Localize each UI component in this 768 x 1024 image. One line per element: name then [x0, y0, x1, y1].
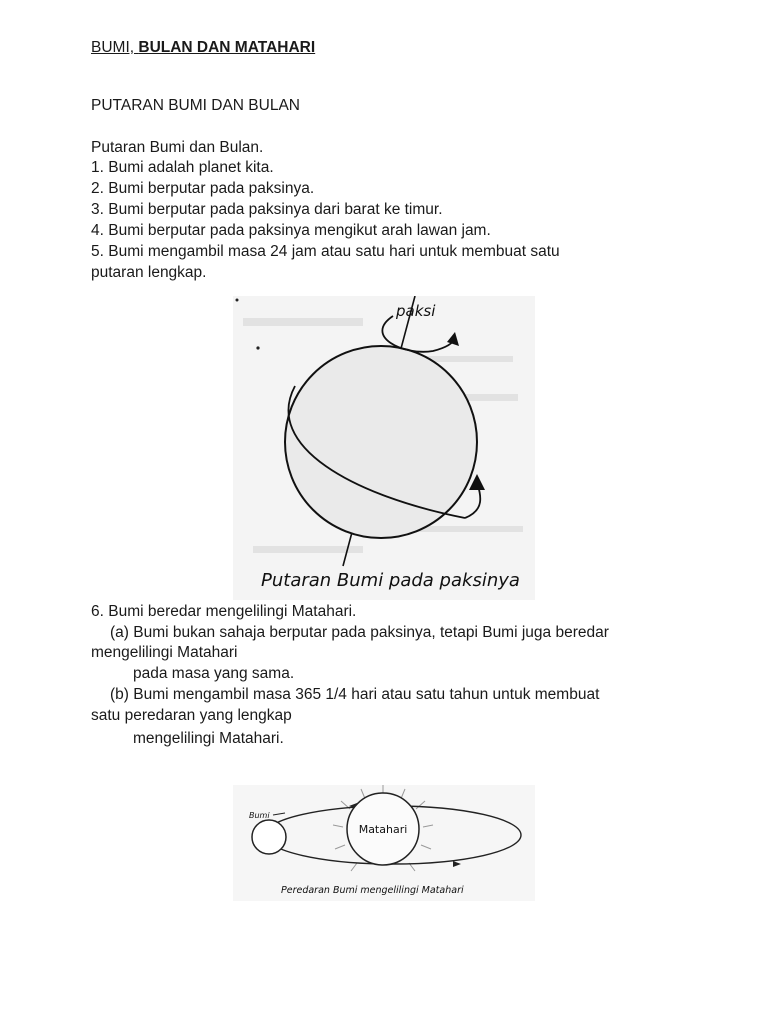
point-6a-line1: (a) Bumi bukan sahaja berputar pada paksinya, tetapi Bumi juga beredar [110, 624, 609, 641]
point-6b-line2: satu peredaran yang lengkap [91, 707, 292, 724]
title-main: BULAN DAN MATAHARI [138, 39, 316, 56]
point-4: 4. Bumi berputar pada paksinya mengikut arah lawan jam. [91, 222, 491, 239]
title-prefix: BUMI, [91, 39, 139, 56]
point-6b-line3: mengelilingi Matahari. [133, 730, 284, 747]
figure1-caption: Putaran Bumi pada paksinya [261, 570, 520, 591]
point-6a-line2: mengelilingi Matahari [91, 644, 238, 661]
document-title [91, 38, 315, 58]
point-3: 3. Bumi berputar pada paksinya dari barat ke timur. [91, 201, 443, 218]
point-6b-line1: (b) Bumi mengambil masa 365 1/4 hari atau satu tahun untuk membuat [110, 686, 600, 703]
point-5: 5. Bumi mengambil masa 24 jam atau satu hari untuk membuat satu [91, 243, 560, 260]
intro-text: Putaran Bumi dan Bulan. [91, 139, 264, 156]
section-title: PUTARAN BUMI DAN BULAN [91, 97, 300, 114]
point-1: 1. Bumi adalah planet kita. [91, 159, 274, 176]
sun-label: Matahari [358, 823, 408, 836]
point-6a-line3: pada masa yang sama. [133, 665, 295, 682]
earth-label: Bumi [249, 811, 270, 820]
earth-small-circle [252, 820, 286, 854]
figure2-caption: Peredaran Bumi mengelilingi Matahari [281, 885, 464, 896]
earth-orbit-figure [233, 785, 535, 901]
point-2: 2. Bumi berputar pada paksinya. [91, 180, 315, 197]
paksi-label: paksi [396, 302, 436, 320]
point-5-continued: putaran lengkap. [91, 264, 207, 281]
earth-circle [285, 346, 477, 538]
point-6-title: 6. Bumi beredar mengelilingi Matahari. [91, 603, 357, 620]
earth-rotation-figure [233, 296, 535, 600]
